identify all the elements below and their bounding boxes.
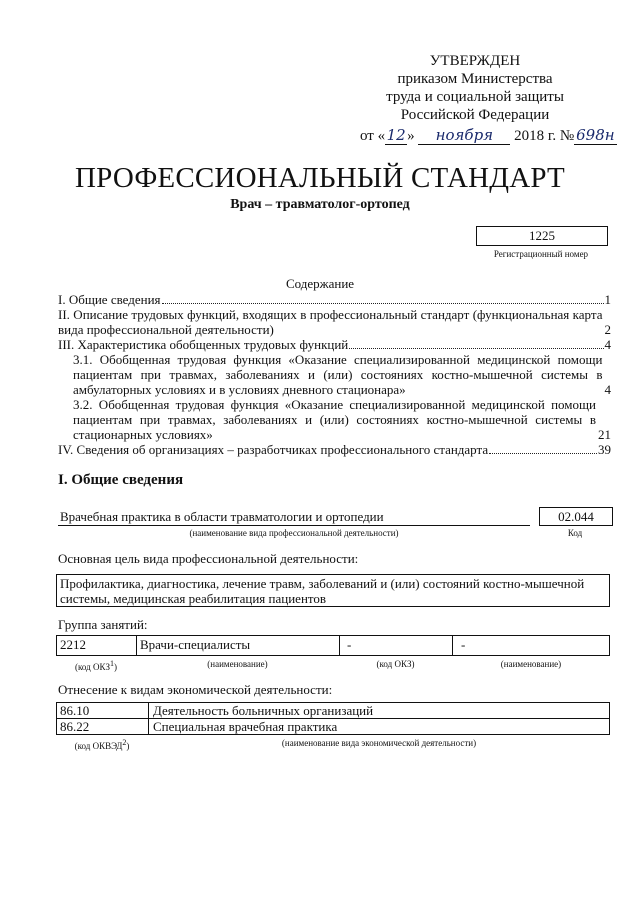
occupation-code-1: 2212 (60, 637, 86, 652)
date-day-handwritten: 12 (386, 126, 406, 144)
econ-label: Отнесение к видам экономической деятельности: (58, 682, 333, 697)
date-prefix: от « (360, 128, 386, 144)
activity-caption: (наименование вида профессиональной деятельности) (189, 528, 399, 538)
order-number-handwritten: 698н (576, 126, 615, 144)
toc-item-1[interactable]: I. Общие сведения 1 (58, 292, 611, 307)
caption-okz-1: (код ОКЗ$^1$) (75, 659, 117, 672)
approval-line-country: Российской Федерации (400, 107, 550, 123)
activity-code-box: 02.044 (539, 507, 613, 526)
okved-table (56, 702, 610, 735)
occupation-label: Группа занятий: (58, 617, 148, 632)
section-1-title: I. Общие сведения (58, 472, 184, 488)
caption-okved: (код ОКВЭД$^2$) (74, 738, 130, 751)
approval-block (360, 52, 615, 145)
document-title: ПРОФЕССИОНАЛЬНЫЙ СТАНДАРТ (75, 162, 565, 194)
occupation-table (56, 635, 610, 656)
toc-item-3-2[interactable]: 3.2. Обобщенная трудовая функция «Оказание специализированной медицинской помощи пациентам при травмах, заболеваниях и (или) состояниях костно-мышечной системы в стационарных условиях» 21 (73, 397, 611, 442)
okved-name-1: Деятельность больничных организаций (153, 703, 374, 718)
okved-code-1: 86.10 (60, 703, 90, 718)
activity-code-caption: Код (567, 528, 583, 538)
occupation-code-2: - (347, 637, 352, 652)
occupation-name-1: Врачи-специалисты (140, 637, 251, 652)
caption-name-1: (наименование) (207, 659, 268, 669)
approval-line-order: приказом Министерства (397, 71, 553, 87)
approval-date-line (360, 126, 615, 145)
table-of-contents (58, 292, 611, 457)
registration-number-label: Регистрационный номер (493, 249, 589, 259)
toc-item-3-1[interactable]: 3.1. Обобщенная трудовая функция «Оказание специализированной медицинской помощи пациентам при травмах, заболеваниях и (или) состояниях костно-мышечной системы в амбулаторных условиях и в условиях дневного стационара» 4 (73, 352, 611, 397)
caption-okved-name: (наименование вида экономической деятельности) (281, 738, 477, 748)
caption-okz-2: (код ОКЗ) (376, 659, 415, 669)
activity-underline (58, 525, 530, 526)
okved-code-2: 86.22 (60, 719, 90, 734)
date-mid: » (407, 128, 415, 144)
document-subtitle: Врач – травматолог-ортопед (230, 197, 410, 212)
activity-name: Врачебная практика в области травматологии и ортопедии (60, 509, 384, 524)
date-month-handwritten: ноября (418, 126, 510, 145)
toc-item-4[interactable]: IV. Сведения об организациях – разработчиках профессионального стандарта 39 (58, 442, 611, 457)
approval-line-ministry: труда и социальной защиты (386, 89, 564, 105)
caption-name-2: (наименование) (500, 659, 562, 669)
goal-box: Профилактика, диагностика, лечение травм, заболеваний и (или) состояний костно-мышечной системы, медицинская реабилитация пациентов (56, 574, 610, 607)
registration-number-box: 1225 (476, 226, 608, 246)
occupation-name-2: - (461, 637, 466, 652)
goal-label: Основная цель вида профессиональной деятельности: (58, 551, 359, 566)
toc-item-3[interactable]: III. Характеристика обобщенных трудовых функций 4 (58, 337, 611, 352)
toc-heading: Содержание (285, 276, 355, 291)
date-year: 2018 г. № (514, 128, 575, 144)
approval-heading: УТВЕРЖДЕН (429, 53, 521, 69)
okved-name-2: Специальная врачебная практика (153, 719, 338, 734)
toc-item-2[interactable]: II. Описание трудовых функций, входящих в профессиональный стандарт (функциональная карта вида профессиональной деятельности) 2 (58, 307, 611, 337)
